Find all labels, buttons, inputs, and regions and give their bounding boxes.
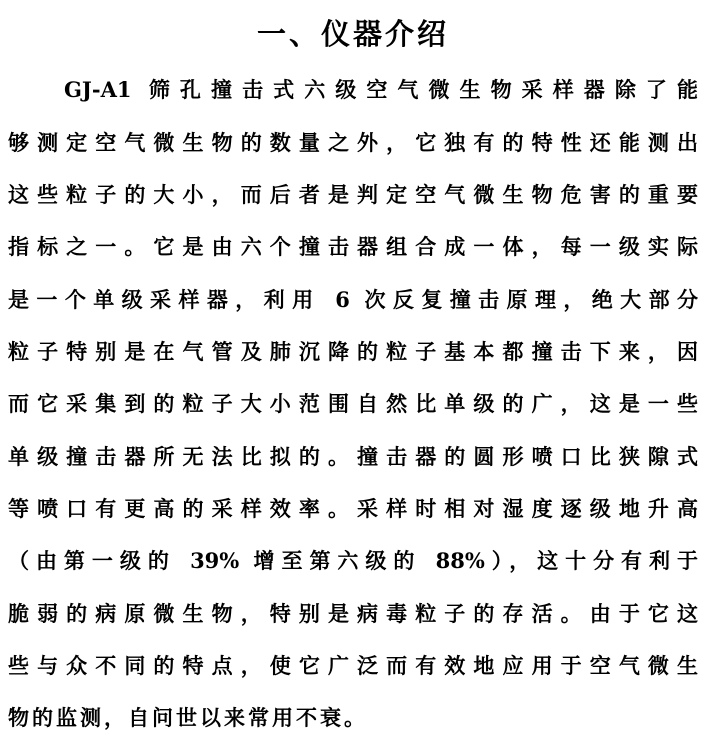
paragraph-line-8: 单级撞击器所无法比拟的。撞击器的圆形喷口比狭隙式	[8, 444, 698, 469]
paragraph-line-7: 而它采集到的粒子大小范围自然比单级的广，这是一些	[8, 391, 698, 416]
section-title: 一、仪器介绍	[256, 17, 449, 51]
paragraph-line-2: 够测定空气微生物的数量之外，它独有的特性还能测出	[8, 130, 698, 155]
paragraph-line-13: 物的监测，自问世以来常用不衰。	[8, 705, 368, 730]
paragraph-line-3: 这些粒子的大小，而后者是判定空气微生物危害的重要	[8, 182, 698, 207]
paragraph-line-10: （由第一级的 39% 增至第六级的 88%），这十分有利于	[8, 548, 698, 573]
paragraph-line-5: 是一个单级采样器，利用 6 次反复撞击原理，绝大部分	[8, 287, 698, 312]
paragraph-line-12: 些与众不同的特点，使它广泛而有效地应用于空气微生	[8, 653, 698, 678]
paragraph-line-1: GJ-A1 筛孔撞击式六级空气微生物采样器除了能	[64, 77, 698, 102]
paragraph-line-11: 脆弱的病原微生物，特别是病毒粒子的存活。由于它这	[8, 601, 698, 626]
paragraph-line-4: 指标之一。它是由六个撞击器组合成一体，每一级实际	[8, 234, 698, 259]
paragraph-line-6: 粒子特别是在气管及肺沉降的粒子基本都撞击下来，因	[8, 339, 698, 364]
paragraph-line-9: 等喷口有更高的采样效率。采样时相对湿度逐级地升高	[8, 496, 698, 521]
